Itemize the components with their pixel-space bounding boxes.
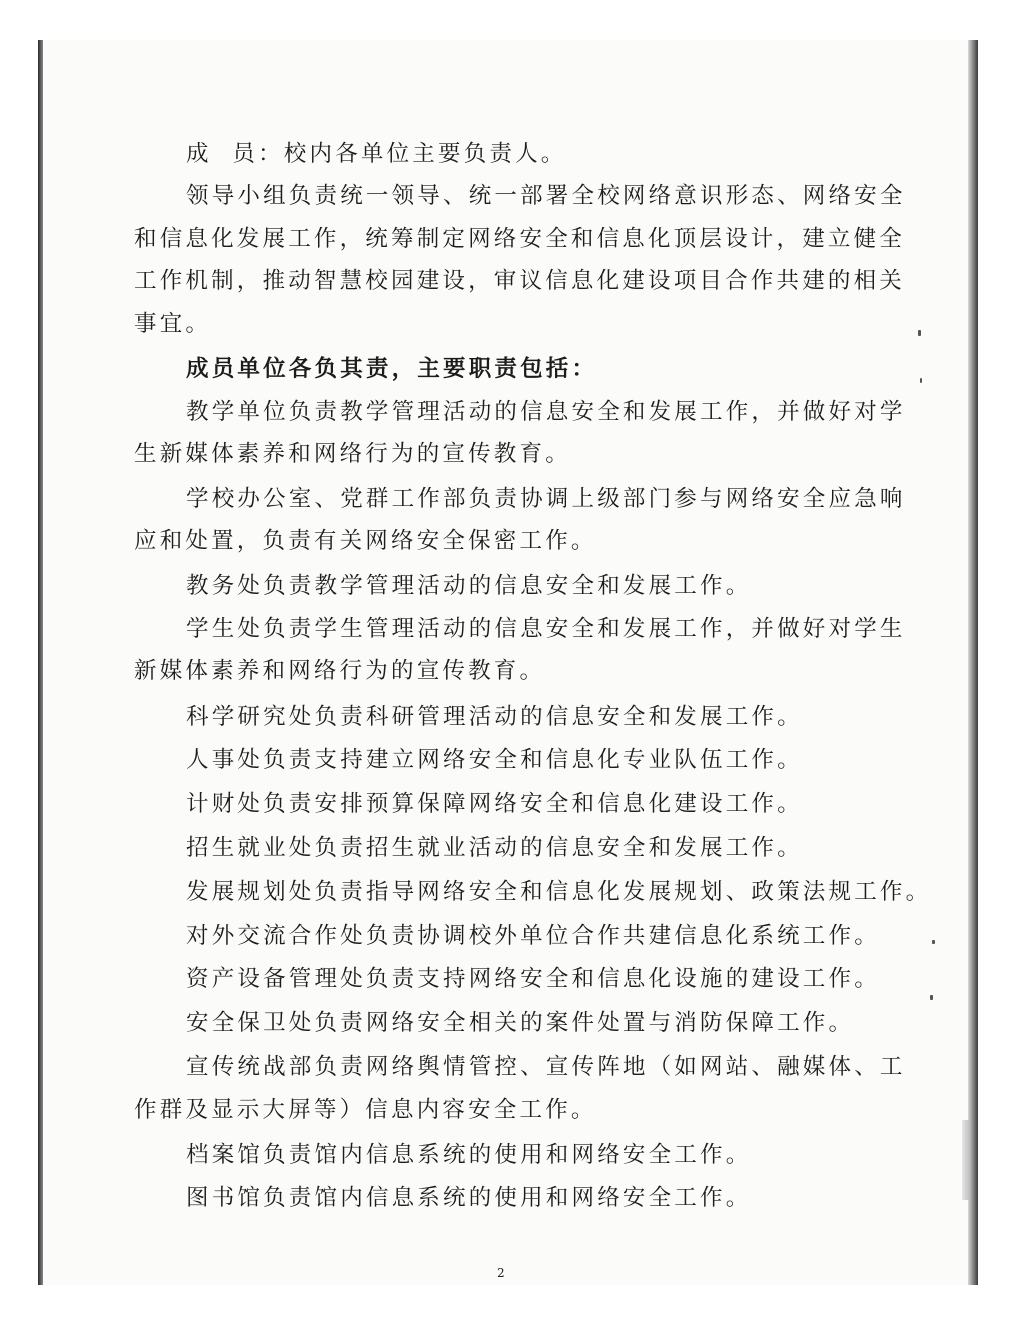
paragraph-line: 作群及显示大屏等）信息内容安全工作。: [134, 1097, 597, 1123]
paragraph-line: 人事处负责支持建立网络安全和信息化专业队伍工作。: [186, 747, 803, 773]
paragraph-line: 工作机制，推动智慧校园建设，审议信息化建设项目合作共建的相关: [134, 268, 906, 294]
paragraph-line: 教学单位负责教学管理活动的信息安全和发展工作，并做好对学: [186, 399, 906, 425]
paragraph-line: 计财处负责安排预算保障网络安全和信息化建设工作。: [186, 791, 803, 817]
paragraph-line: 资产设备管理处负责支持网络安全和信息化设施的建设工作。: [186, 966, 880, 992]
paragraph-line: 科学研究处负责科研管理活动的信息安全和发展工作。: [186, 704, 803, 730]
paragraph-line: 教务处负责教学管理活动的信息安全和发展工作。: [186, 573, 752, 599]
paragraph-line: 安全保卫处负责网络安全相关的案件处置与消防保障工作。: [186, 1010, 855, 1036]
paragraph-line: 招生就业处负责招生就业活动的信息安全和发展工作。: [186, 835, 803, 861]
paragraph-line: 新媒体素养和网络行为的宣传教育。: [134, 658, 546, 684]
paragraph-line: 事宜。: [134, 311, 212, 337]
paragraph-line: 图书馆负责馆内信息系统的使用和网络安全工作。: [186, 1185, 752, 1211]
page-number: 2: [497, 1266, 505, 1280]
paragraph-line: 领导小组负责统一领导、统一部署全校网络意识形态、网络安全: [186, 183, 906, 209]
paragraph-line: 对外交流合作处负责协调校外单位合作共建信息化系统工作。: [186, 923, 880, 949]
paragraph-line: 学校办公室、党群工作部负责协调上级部门参与网络安全应急响: [186, 486, 906, 512]
paragraph-line: 生新媒体素养和网络行为的宣传教育。: [134, 441, 571, 467]
paragraph-line: 应和处置，负责有关网络安全保密工作。: [134, 528, 597, 554]
section-heading: 成员单位各负其责，主要职责包括：: [186, 356, 598, 382]
paragraph-line: 和信息化发展工作，统筹制定网络安全和信息化顶层设计，建立健全: [134, 226, 906, 252]
members-line: 成 员：校内各单位主要负责人。: [186, 141, 567, 167]
paragraph-line: 档案馆负责馆内信息系统的使用和网络安全工作。: [186, 1142, 752, 1168]
paragraph-line: 学生处负责学生管理活动的信息安全和发展工作，并做好对学生: [186, 616, 906, 642]
paragraph-line: 发展规划处负责指导网络安全和信息化发展规划、政策法规工作。: [186, 879, 932, 905]
paragraph-line: 宣传统战部负责网络舆情管控、宣传阵地（如网站、融媒体、工: [186, 1054, 906, 1080]
